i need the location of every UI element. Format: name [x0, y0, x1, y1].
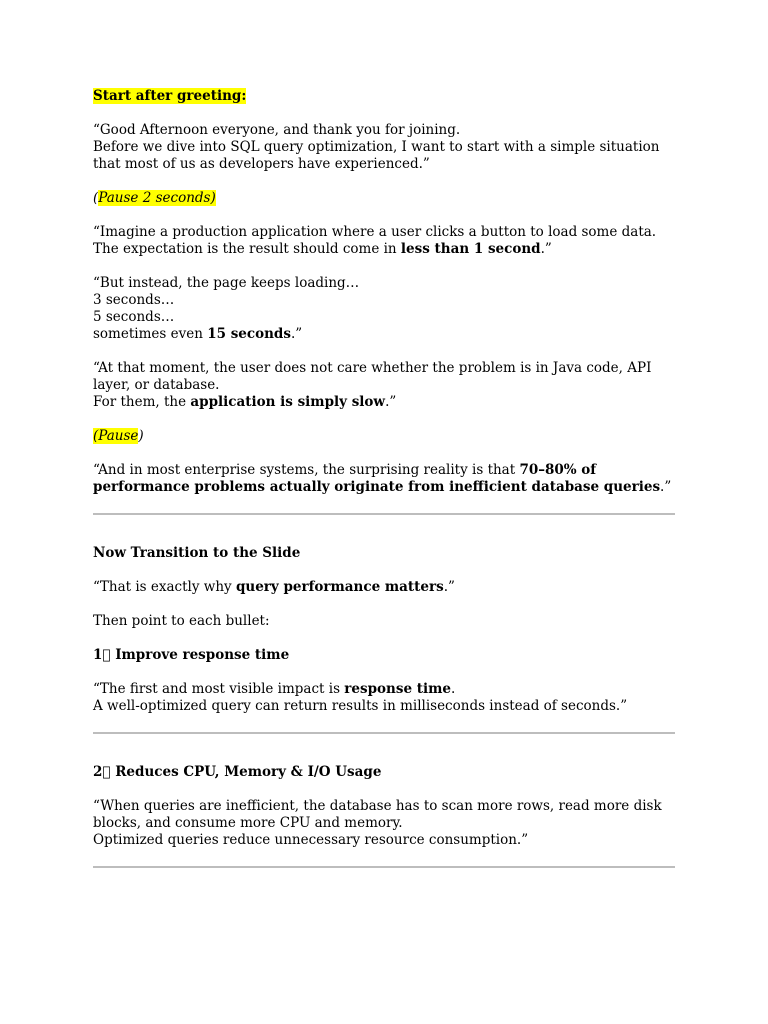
paragraph-greeting: “Good Afternoon everyone, and thank you for joining. Before we dive into SQL query optimization, I want to start with a simple situation that most of us as developers have experienced.”	[93, 122, 660, 172]
paragraph-loading: “But instead, the page keeps loading… 3 seconds… 5 seconds… sometimes even 15 seconds.”	[93, 275, 360, 342]
pause-note-1: (Pause 2 seconds)	[93, 190, 216, 206]
paragraph-instruction: Then point to each bullet:	[93, 613, 270, 629]
section-heading-transition: Now Transition to the Slide	[93, 545, 301, 561]
pause-note-2: (Pause)	[93, 428, 144, 444]
paragraph-why-matters: “That is exactly why query performance matters.”	[93, 579, 455, 595]
paragraph-user-view: “At that moment, the user does not care whether the problem is in Java code, API layer, or database. For them, the application is simply slow.”	[93, 360, 652, 410]
paragraph-resource-usage: “When queries are inefficient, the database has to scan more rows, read more disk blocks, and consume more CPU and memory. Optimized queries reduce unnecessary resource consumption.”	[93, 798, 662, 848]
paragraph-imagine: “Imagine a production application where a user clicks a button to load some data. The expectation is the result should come in less than 1 second.”	[93, 224, 657, 257]
paragraph-response-time: “The first and most visible impact is response time. A well-optimized query can return results in milliseconds instead of seconds.”	[93, 681, 628, 714]
section-heading-start: Start after greeting:	[93, 88, 247, 104]
divider-2	[93, 732, 675, 734]
bullet-heading-2: 2⃣ Reduces CPU, Memory & I/O Usage	[93, 764, 382, 780]
divider-1	[93, 513, 675, 515]
paragraph-enterprise: “And in most enterprise systems, the surprising reality is that 70–80% of performance problems actually originate from inefficient database queries.”	[93, 462, 672, 495]
divider-3	[93, 866, 675, 868]
bullet-heading-1: 1⃣ Improve response time	[93, 647, 290, 663]
document-body	[93, 88, 675, 868]
